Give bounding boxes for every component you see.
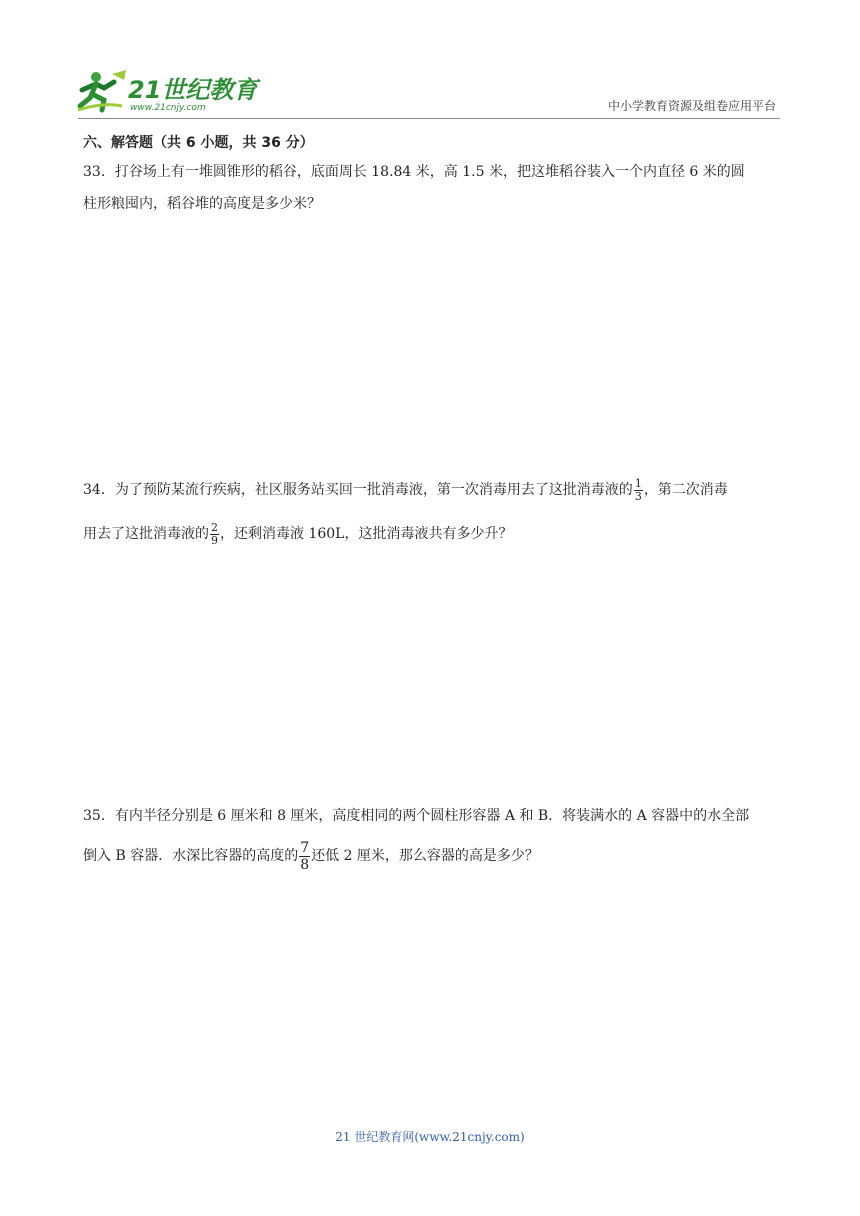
question-34-line1: 34．为了预防某流行疾病，社区服务站买回一批消毒液，第一次消毒用去了这批消毒液的 $\frac{1}{3}$ ，第二次消毒: [83, 476, 728, 503]
platform-label: 中小学教育资源及组卷应用平台: [607, 99, 776, 113]
fraction-two-ninths: $\frac{2}{9}$: [211, 520, 218, 547]
svg-text:21世纪教育: 21世纪教育: [128, 76, 258, 104]
question-34: [83, 468, 783, 556]
section-title: 六、解答题（共 6 小题，共 36 分）: [83, 135, 314, 151]
fraction-one-third: $\frac{1}{3}$: [634, 476, 642, 503]
question-35-line2: 倒入 B 容器．水深比容器的高度的 $\frac{7}{8}$ 还低 2 厘米，那么容器的高是多少？: [83, 839, 539, 873]
svg-text:www.21cnjy.com: www.21cnjy.com: [130, 103, 206, 113]
question-33: [83, 156, 783, 220]
page-header: [0, 0, 860, 120]
page-footer: 21 世纪教育网(www.21cnjy.com): [335, 1130, 525, 1144]
site-logo: [74, 66, 264, 114]
question-33-line2: 柱形粮囤内，稻谷堆的高度是多少米？: [83, 196, 321, 212]
question-35-line1: 35．有内半径分别是 6 厘米和 8 厘米，高度相同的两个圆柱形容器 A 和 B．将装满水的 A 容器中的水全部: [83, 808, 750, 824]
question-33-line1: 33．打谷场上有一堆圆锥形的稻谷，底面周长 18.84 米，高 1.5 米，把这堆稻谷装入一个内直径 6 米的圆: [83, 164, 745, 180]
question-35: [83, 796, 783, 876]
runner-icon: [78, 70, 126, 110]
header-divider: [78, 118, 780, 119]
question-34-line2: 用去了这批消毒液的 $\frac{2}{9}$ ，还剩消毒液 160L，这批消毒液共有多少升？: [83, 520, 513, 547]
fraction-seven-eighths: $\frac{7}{8}$: [300, 839, 310, 873]
